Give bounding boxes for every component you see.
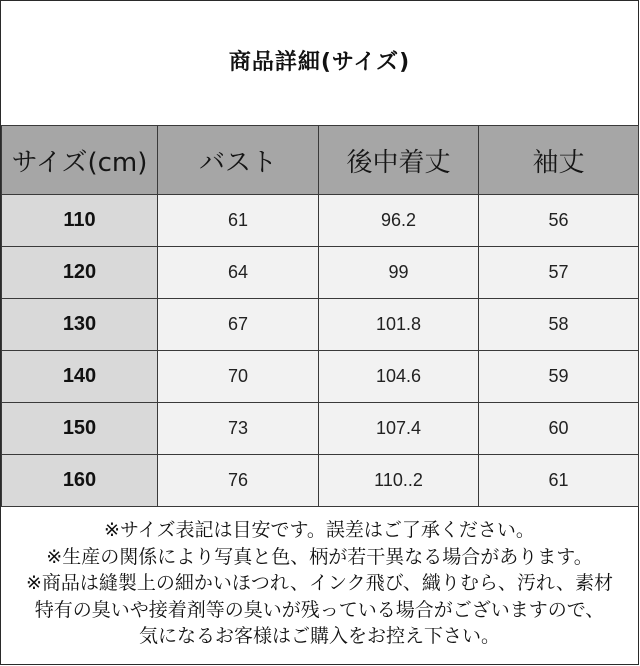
sleeve-cell: 60: [479, 403, 639, 455]
header-size: サイズ(cm): [2, 126, 158, 195]
page-title: 商品詳細(サイズ): [228, 50, 411, 75]
length-cell: 101.8: [319, 299, 479, 351]
size-cell: 110: [2, 195, 158, 247]
table-header-row: [2, 126, 639, 195]
notes-block: [1, 517, 638, 650]
size-table: [1, 125, 639, 507]
header-bust: バスト: [158, 126, 319, 195]
length-cell: 110..2: [319, 455, 479, 507]
table-row: [2, 455, 639, 507]
table-row: [2, 351, 639, 403]
table-row: [2, 299, 639, 351]
size-cell: 160: [2, 455, 158, 507]
sleeve-cell: 59: [479, 351, 639, 403]
length-cell: 99: [319, 247, 479, 299]
header-sleeve: 袖丈: [479, 126, 639, 195]
bust-cell: 67: [158, 299, 319, 351]
sleeve-cell: 56: [479, 195, 639, 247]
size-cell: 140: [2, 351, 158, 403]
bust-cell: 70: [158, 351, 319, 403]
bust-cell: 76: [158, 455, 319, 507]
table-row: [2, 403, 639, 455]
length-cell: 104.6: [319, 351, 479, 403]
bust-cell: 73: [158, 403, 319, 455]
note-line: 特有の臭いや接着剤等の臭いが残っている場合がございますので、: [34, 598, 605, 621]
header-length: 後中着丈: [319, 126, 479, 195]
note-line: ※サイズ表記は目安です。誤差はご了承ください。: [104, 519, 535, 541]
size-cell: 130: [2, 299, 158, 351]
note-line: ※商品は縫製上の細かいほつれ、インク飛び、織りむら、汚れ、素材: [25, 572, 614, 594]
table-row: [2, 247, 639, 299]
sleeve-cell: 61: [479, 455, 639, 507]
sleeve-cell: 58: [479, 299, 639, 351]
size-cell: 150: [2, 403, 158, 455]
note-line: 気になるお客様はご購入をお控え下さい。: [138, 625, 500, 647]
note-line: ※生産の関係により写真と色、柄が若干異なる場合があります。: [46, 545, 593, 568]
length-cell: 96.2: [319, 195, 479, 247]
table-row: [2, 195, 639, 247]
bust-cell: 64: [158, 247, 319, 299]
sleeve-cell: 57: [479, 247, 639, 299]
bust-cell: 61: [158, 195, 319, 247]
length-cell: 107.4: [319, 403, 479, 455]
size-cell: 120: [2, 247, 158, 299]
